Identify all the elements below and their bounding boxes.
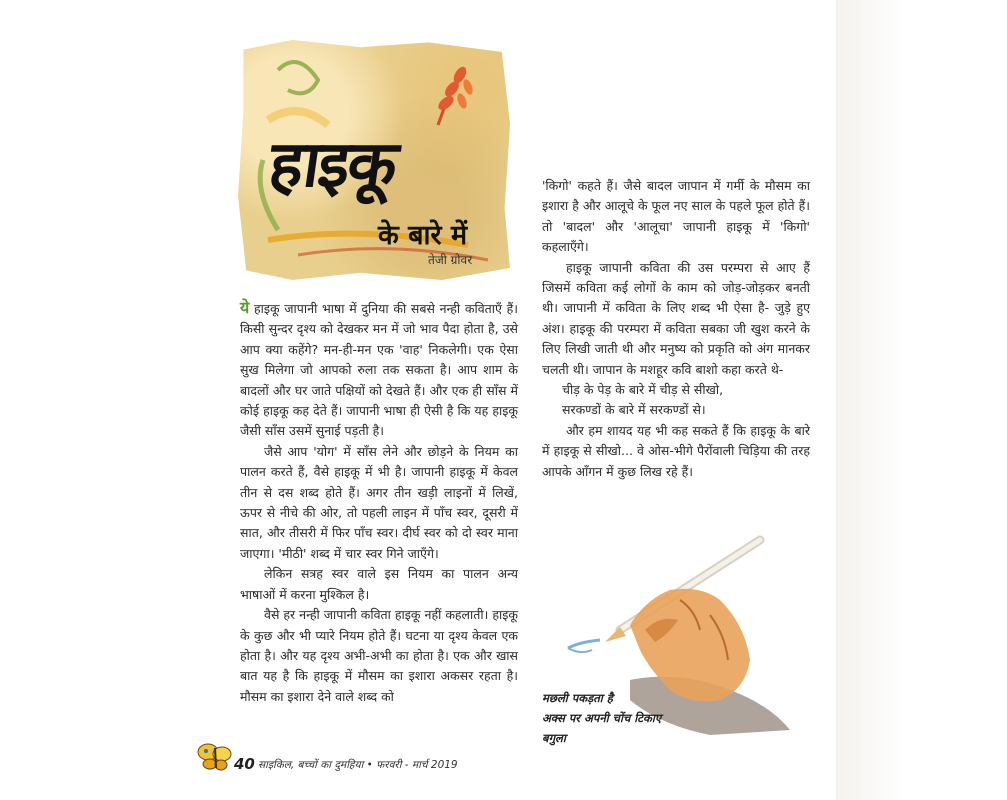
verse-line-1: चीड़ के पेड़ के बारे में चीड़ से सीखो, xyxy=(562,382,724,398)
paragraph-5: 'किगो' कहते हैं। जैसे बादल जापान में गर्मी के मौसम का इशारा है और आलूचे के फूल नए साल के पहले फूल होते हैं। तो 'बादल' और 'आलूचा' जापानी हाइकू में 'किगो' कहलाएँगे। xyxy=(542,178,810,255)
page-footer xyxy=(196,740,616,780)
paragraph-1-text: हाइकू जापानी भाषा में दुनिया की सबसे नन्ही कविताएँ हैं। किसी सुन्दर दृश्य को देखकर मन में जो भाव पैदा होता है, उसे आप क्या कहेंगे? मन-ही-मन एक 'वाह' निकलेगी। एक ऐसा सुख मिलेगा जो आपको रुला तक सकता है। आप शाम के बादलों और घर जाते पक्षियों को देखते हैं। और एक ही साँस में कोई हाइकू कह देते हैं। जापानी भाषा ही ऐसी है कि यह हाइकू जैसी साँस उसमें सुनाई पड़ती है। xyxy=(240,301,518,439)
right-column xyxy=(542,176,810,482)
left-column xyxy=(240,298,518,707)
illustration-caption xyxy=(542,688,712,748)
caption-line-1: मछली पकड़ता है xyxy=(542,691,613,705)
author-name: तेजी ग्रोवर xyxy=(428,253,473,267)
verse-line-2: सरकण्डों के बारे में सरकण्डों से। xyxy=(562,402,706,418)
caption-line-2: अक्स पर अपनी चोंच टिकाए xyxy=(542,711,662,725)
paragraph-1 xyxy=(240,298,518,442)
article-subtitle: के बारे में xyxy=(378,220,468,251)
paragraph-2: जैसे आप 'योग' में साँस लेने और छोड़ने के नियम का पालन करते हैं, वैसे हाइकू में भी है। जापानी हाइकू में केवल तीन से दस शब्द होते हैं। अगर तीन खड़ी लाइनों में लिखें, ऊपर से नीचे की ओर, तो पहली लाइन में पाँच स्वर, दूसरी में सात, और तीसरी में फिर पाँच स्वर। दीर्घ स्वर को दो स्वर माना जाएगा। 'मीठी' शब्द में चार स्वर गिने जाएँगे। xyxy=(240,443,518,561)
drop-cap: ये xyxy=(240,298,250,317)
footer-publication: साइकिल, बच्चों का दुमहिया • फरवरी - मार्च 2019 xyxy=(258,759,458,771)
page-edge-shadow xyxy=(836,0,1007,800)
page-number: 40 xyxy=(234,755,255,773)
paragraph-4: वैसे हर नन्ही जापानी कविता हाइकू नहीं कहलाती। हाइकू के कुछ और भी प्यारे नियम होते हैं। घटना या दृश्य केवल एक होता है। और यह दृश्य अभी-अभी का होता है। एक और खास बात यह है कि हाइकू में मौसम का इशारा अकसर रहता है। मौसम का इशारा देने वाले शब्द को xyxy=(240,607,518,704)
paragraph-7: और हम शायद यह भी कह सकते हैं कि हाइकू के बारे में हाइकू से सीखो... वे ओस-भीगे पैरोंवाली चिड़िया की तरह आपके आँगन में कुछ लिख रहे हैं। xyxy=(542,422,810,479)
paragraph-3: लेकिन सत्रह स्वर वाले इस नियम का पालन अन्य भाषाओं में करना मुश्किल है। xyxy=(240,566,518,602)
butterfly-icon xyxy=(196,740,234,772)
article-title: हाइकू xyxy=(264,127,401,202)
paragraph-6: हाइकू जापानी कविता की उस परम्परा से आए हैं जिसमें कविता कई लोगों के काम को जोड़-जोड़कर बनती थी। जापानी में कविता के लिए शब्द भी ऐसा है- जुड़े हुए अंश। हाइकू की परम्परा में कविता सबका जी खुश करने के लिए लिखी जाती थी और मनुष्य को प्रकृति को अंग मानकर चलती थी। जापान के मशहूर कवि बाशो कहा करते थे- xyxy=(542,259,810,377)
caption-line-3: बगुला xyxy=(542,731,566,745)
